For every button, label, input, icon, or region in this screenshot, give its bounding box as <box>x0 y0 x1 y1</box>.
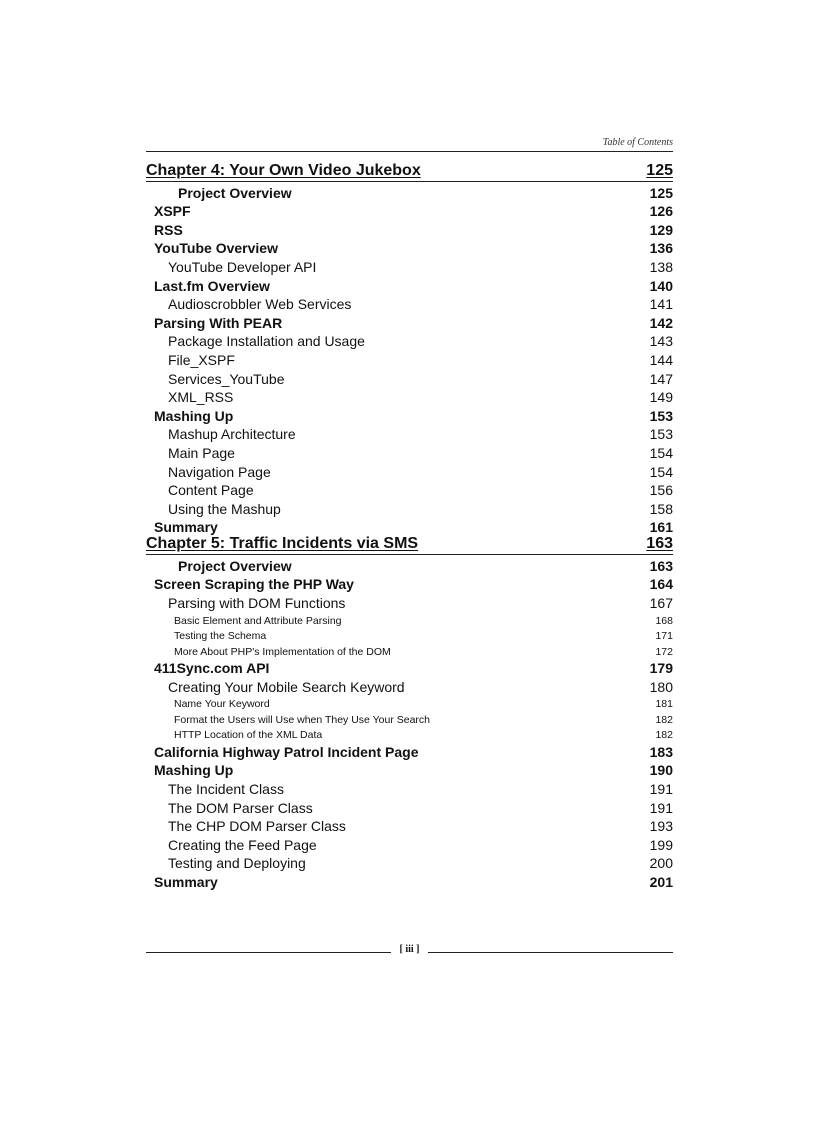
chapter-title: Chapter 5: Traffic Incidents via SMS <box>146 535 419 553</box>
toc-entry-level-2 <box>146 387 673 406</box>
toc-entry-page-number: 129 <box>649 221 673 238</box>
toc-entry-page-number: 125 <box>649 184 673 201</box>
toc-entry-title: Project Overview <box>178 184 292 201</box>
toc-entry-title: The DOM Parser Class <box>168 799 313 816</box>
toc-entry-page-number: 182 <box>655 713 673 726</box>
toc-entry-level-2 <box>146 816 673 835</box>
toc-entry-title: Project Overview <box>178 557 292 574</box>
toc-entry-page-number: 180 <box>649 678 673 695</box>
toc-entry-title: Package Installation and Usage <box>168 333 365 350</box>
toc-entry-title: 411Sync.com API <box>154 660 270 677</box>
toc-entry-page-number: 147 <box>649 370 673 387</box>
toc-entry-page-number: 143 <box>649 333 673 350</box>
toc-entry-level-1 <box>146 741 673 760</box>
toc-entry-level-2 <box>146 480 673 499</box>
toc-entry-page-number: 179 <box>649 660 673 677</box>
toc-entry-level-1 <box>146 871 673 890</box>
toc-entry-page-number: 141 <box>649 296 673 313</box>
toc-entry-page-number: 154 <box>649 463 673 480</box>
toc-entry-level-2 <box>146 834 673 853</box>
toc-entry-title: XSPF <box>154 203 191 220</box>
toc-entry-level-2 <box>146 349 673 368</box>
toc-entry-title: Parsing With PEAR <box>154 314 283 331</box>
toc-entry-title: The Incident Class <box>168 781 284 798</box>
toc-entry-page-number: 193 <box>649 818 673 835</box>
toc-entry-level-3 <box>146 726 673 742</box>
chapter-title: Chapter 4: Your Own Video Jukebox <box>146 162 421 179</box>
toc-entry-level-1 <box>146 658 673 677</box>
toc-entry-level-2 <box>146 797 673 816</box>
toc-entry-level-2 <box>146 592 673 611</box>
chapter-page-number: 125 <box>646 162 673 179</box>
toc-entry-title: Last.fm Overview <box>154 277 270 294</box>
toc-entry-level-1 <box>146 182 673 201</box>
toc-entry-title: Mashing Up <box>154 762 234 779</box>
toc-entry-page-number: 154 <box>649 444 673 461</box>
toc-entry-level-2 <box>146 331 673 350</box>
toc-entry-page-number: 138 <box>649 258 673 275</box>
footer-rule-right <box>428 952 673 953</box>
toc-entry-page-number: 136 <box>649 240 673 257</box>
toc-entry-title: YouTube Developer API <box>168 258 317 275</box>
toc-entry-title: Screen Scraping the PHP Way <box>154 576 354 593</box>
toc-entry-level-3 <box>146 710 673 726</box>
toc-entry-page-number: 181 <box>655 698 673 711</box>
running-title: Table of Contents <box>602 137 673 148</box>
toc-entry-page-number: 172 <box>655 645 673 658</box>
toc-entry-level-1 <box>146 219 673 238</box>
toc-entry-page-number: 153 <box>649 426 673 443</box>
toc-entry-page-number: 149 <box>649 389 673 406</box>
toc-entry-level-1 <box>146 555 673 574</box>
toc-entry-level-3 <box>146 627 673 643</box>
toc-entry-page-number: 171 <box>655 630 673 643</box>
toc-entry-title: Testing and Deploying <box>168 855 306 872</box>
toc-entry-title: Mashup Architecture <box>168 426 296 443</box>
toc-entry-page-number: 183 <box>649 743 673 760</box>
toc-entry-level-3 <box>146 642 673 658</box>
page-footer <box>146 944 673 958</box>
toc-entry-page-number: 190 <box>649 762 673 779</box>
toc-entry-title: The CHP DOM Parser Class <box>168 818 346 835</box>
toc-entry-title: Navigation Page <box>168 463 271 480</box>
table-of-contents <box>146 162 673 890</box>
chapter-heading <box>146 535 673 555</box>
toc-entry-title: Mashing Up <box>154 407 234 424</box>
toc-entry-page-number: 161 <box>649 519 673 536</box>
toc-entry-page-number: 182 <box>655 729 673 742</box>
toc-entry-title: Parsing with DOM Functions <box>168 595 346 612</box>
toc-entry-level-2 <box>146 442 673 461</box>
page-number: [ iii ] <box>399 944 420 955</box>
toc-entry-title: XML_RSS <box>168 389 234 406</box>
toc-entry-level-1 <box>146 574 673 593</box>
toc-entry-title: Summary <box>154 874 218 890</box>
toc-entry-title: RSS <box>154 221 183 238</box>
toc-entry-title: Audioscrobbler Web Services <box>168 296 352 313</box>
toc-entry-page-number: 191 <box>649 781 673 798</box>
toc-entry-title: HTTP Location of the XML Data <box>174 729 323 742</box>
toc-entry-page-number: 199 <box>649 836 673 853</box>
toc-entry-level-3 <box>146 611 673 627</box>
toc-entry-page-number: 153 <box>649 407 673 424</box>
toc-entry-title: File_XSPF <box>168 351 235 368</box>
toc-entry-page-number: 156 <box>649 482 673 499</box>
toc-entry-page-number: 164 <box>649 576 673 593</box>
page-header <box>146 132 673 152</box>
toc-entry-level-2 <box>146 368 673 387</box>
toc-entry-title: Testing the Schema <box>174 630 267 643</box>
toc-entry-title: Format the Users will Use when They Use Your Search <box>174 713 430 726</box>
toc-entry-level-1 <box>146 275 673 294</box>
toc-entry-title: Using the Mashup <box>168 500 281 517</box>
toc-entry-title: Creating the Feed Page <box>168 836 317 853</box>
toc-entry-level-2 <box>146 424 673 443</box>
toc-entry-title: California Highway Patrol Incident Page <box>154 743 419 760</box>
toc-entry-level-1 <box>146 201 673 220</box>
toc-entry-page-number: 144 <box>649 351 673 368</box>
toc-entry-page-number: 140 <box>649 277 673 294</box>
toc-entry-title: Summary <box>154 519 218 536</box>
toc-entry-page-number: 201 <box>649 874 673 890</box>
toc-entry-level-2 <box>146 461 673 480</box>
toc-entry-level-2 <box>146 778 673 797</box>
toc-entry-level-1 <box>146 517 673 536</box>
toc-entry-title: Creating Your Mobile Search Keyword <box>168 678 405 695</box>
toc-entry-level-2 <box>146 294 673 313</box>
toc-entry-page-number: 200 <box>649 855 673 872</box>
toc-entry-title: Main Page <box>168 444 235 461</box>
toc-entry-page-number: 168 <box>655 614 673 627</box>
toc-entry-page-number: 191 <box>649 799 673 816</box>
toc-entry-level-2 <box>146 676 673 695</box>
toc-entry-page-number: 142 <box>649 314 673 331</box>
toc-entry-page-number: 167 <box>649 595 673 612</box>
toc-entry-level-2 <box>146 853 673 872</box>
toc-entry-level-2 <box>146 256 673 275</box>
toc-entry-title: Name Your Keyword <box>174 698 270 711</box>
toc-entry-title: YouTube Overview <box>154 240 278 257</box>
toc-entry-level-1 <box>146 405 673 424</box>
toc-entry-level-1 <box>146 312 673 331</box>
toc-entry-level-1 <box>146 238 673 257</box>
toc-entry-level-2 <box>146 498 673 517</box>
toc-entry-page-number: 158 <box>649 500 673 517</box>
toc-entry-title: Basic Element and Attribute Parsing <box>174 614 342 627</box>
toc-entry-page-number: 163 <box>649 557 673 574</box>
toc-entry-title: Content Page <box>168 482 254 499</box>
chapter-page-number: 163 <box>646 535 673 553</box>
toc-entry-title: More About PHP's Implementation of the DOM <box>174 645 391 658</box>
toc-entry-title: Services_YouTube <box>168 370 285 387</box>
chapter-heading <box>146 162 673 182</box>
toc-entry-level-1 <box>146 760 673 779</box>
toc-entry-page-number: 126 <box>649 203 673 220</box>
toc-entry-level-3 <box>146 695 673 711</box>
